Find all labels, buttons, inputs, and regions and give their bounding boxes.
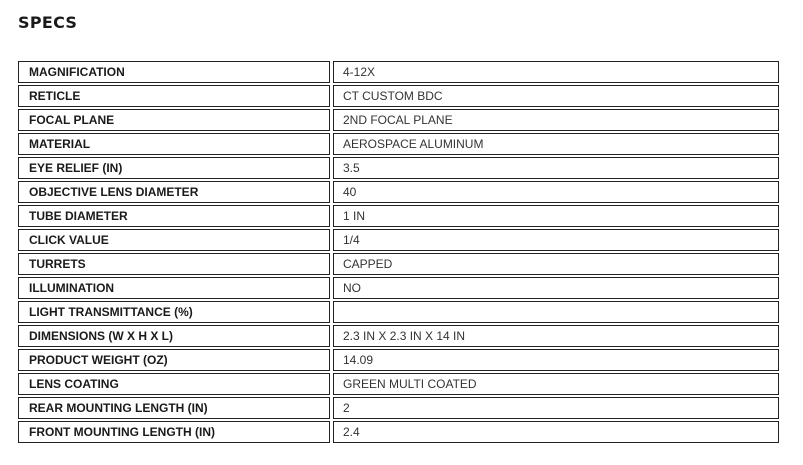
spec-row-reticle bbox=[18, 85, 779, 109]
spec-label: MATERIAL bbox=[18, 133, 330, 155]
spec-value bbox=[333, 301, 779, 323]
spec-value: 2 bbox=[333, 397, 779, 419]
spec-label: TURRETS bbox=[18, 253, 330, 275]
spec-label: RETICLE bbox=[18, 85, 330, 107]
spec-row-rear-mounting-length bbox=[18, 397, 779, 421]
spec-row-focal-plane bbox=[18, 109, 779, 133]
spec-label: EYE RELIEF (IN) bbox=[18, 157, 330, 179]
spec-row-click-value bbox=[18, 229, 779, 253]
spec-label: ILLUMINATION bbox=[18, 277, 330, 299]
spec-row-eye-relief bbox=[18, 157, 779, 181]
spec-value: AEROSPACE ALUMINUM bbox=[333, 133, 779, 155]
spec-value: 3.5 bbox=[333, 157, 779, 179]
spec-label: REAR MOUNTING LENGTH (IN) bbox=[18, 397, 330, 419]
spec-value: GREEN MULTI COATED bbox=[333, 373, 779, 395]
spec-value: NO bbox=[333, 277, 779, 299]
spec-value: 1/4 bbox=[333, 229, 779, 251]
spec-value: 40 bbox=[333, 181, 779, 203]
spec-label: TUBE DIAMETER bbox=[18, 205, 330, 227]
spec-label: MAGNIFICATION bbox=[18, 61, 330, 83]
spec-row-magnification bbox=[18, 61, 779, 85]
spec-label: CLICK VALUE bbox=[18, 229, 330, 251]
spec-label: LIGHT TRANSMITTANCE (%) bbox=[18, 301, 330, 323]
spec-label: PRODUCT WEIGHT (OZ) bbox=[18, 349, 330, 371]
spec-row-objective-lens-diameter bbox=[18, 181, 779, 205]
spec-value: 2.3 IN X 2.3 IN X 14 IN bbox=[333, 325, 779, 347]
spec-value: 14.09 bbox=[333, 349, 779, 371]
spec-row-tube-diameter bbox=[18, 205, 779, 229]
spec-value: CT CUSTOM BDC bbox=[333, 85, 779, 107]
spec-value: 2.4 bbox=[333, 421, 779, 443]
spec-row-product-weight bbox=[18, 349, 779, 373]
spec-value: 1 IN bbox=[333, 205, 779, 227]
spec-row-front-mounting-length bbox=[18, 421, 779, 445]
spec-value: 4-12X bbox=[333, 61, 779, 83]
spec-label: FOCAL PLANE bbox=[18, 109, 330, 131]
specs-title: SPECS bbox=[18, 13, 78, 32]
specs-table bbox=[18, 61, 779, 445]
spec-label: OBJECTIVE LENS DIAMETER bbox=[18, 181, 330, 203]
spec-row-illumination bbox=[18, 277, 779, 301]
spec-label: FRONT MOUNTING LENGTH (IN) bbox=[18, 421, 330, 443]
spec-value: 2ND FOCAL PLANE bbox=[333, 109, 779, 131]
spec-label: LENS COATING bbox=[18, 373, 330, 395]
spec-label: DIMENSIONS (W X H X L) bbox=[18, 325, 330, 347]
spec-row-material bbox=[18, 133, 779, 157]
spec-value: CAPPED bbox=[333, 253, 779, 275]
spec-row-lens-coating bbox=[18, 373, 779, 397]
spec-row-dimensions bbox=[18, 325, 779, 349]
spec-row-turrets bbox=[18, 253, 779, 277]
spec-row-light-transmittance bbox=[18, 301, 779, 325]
